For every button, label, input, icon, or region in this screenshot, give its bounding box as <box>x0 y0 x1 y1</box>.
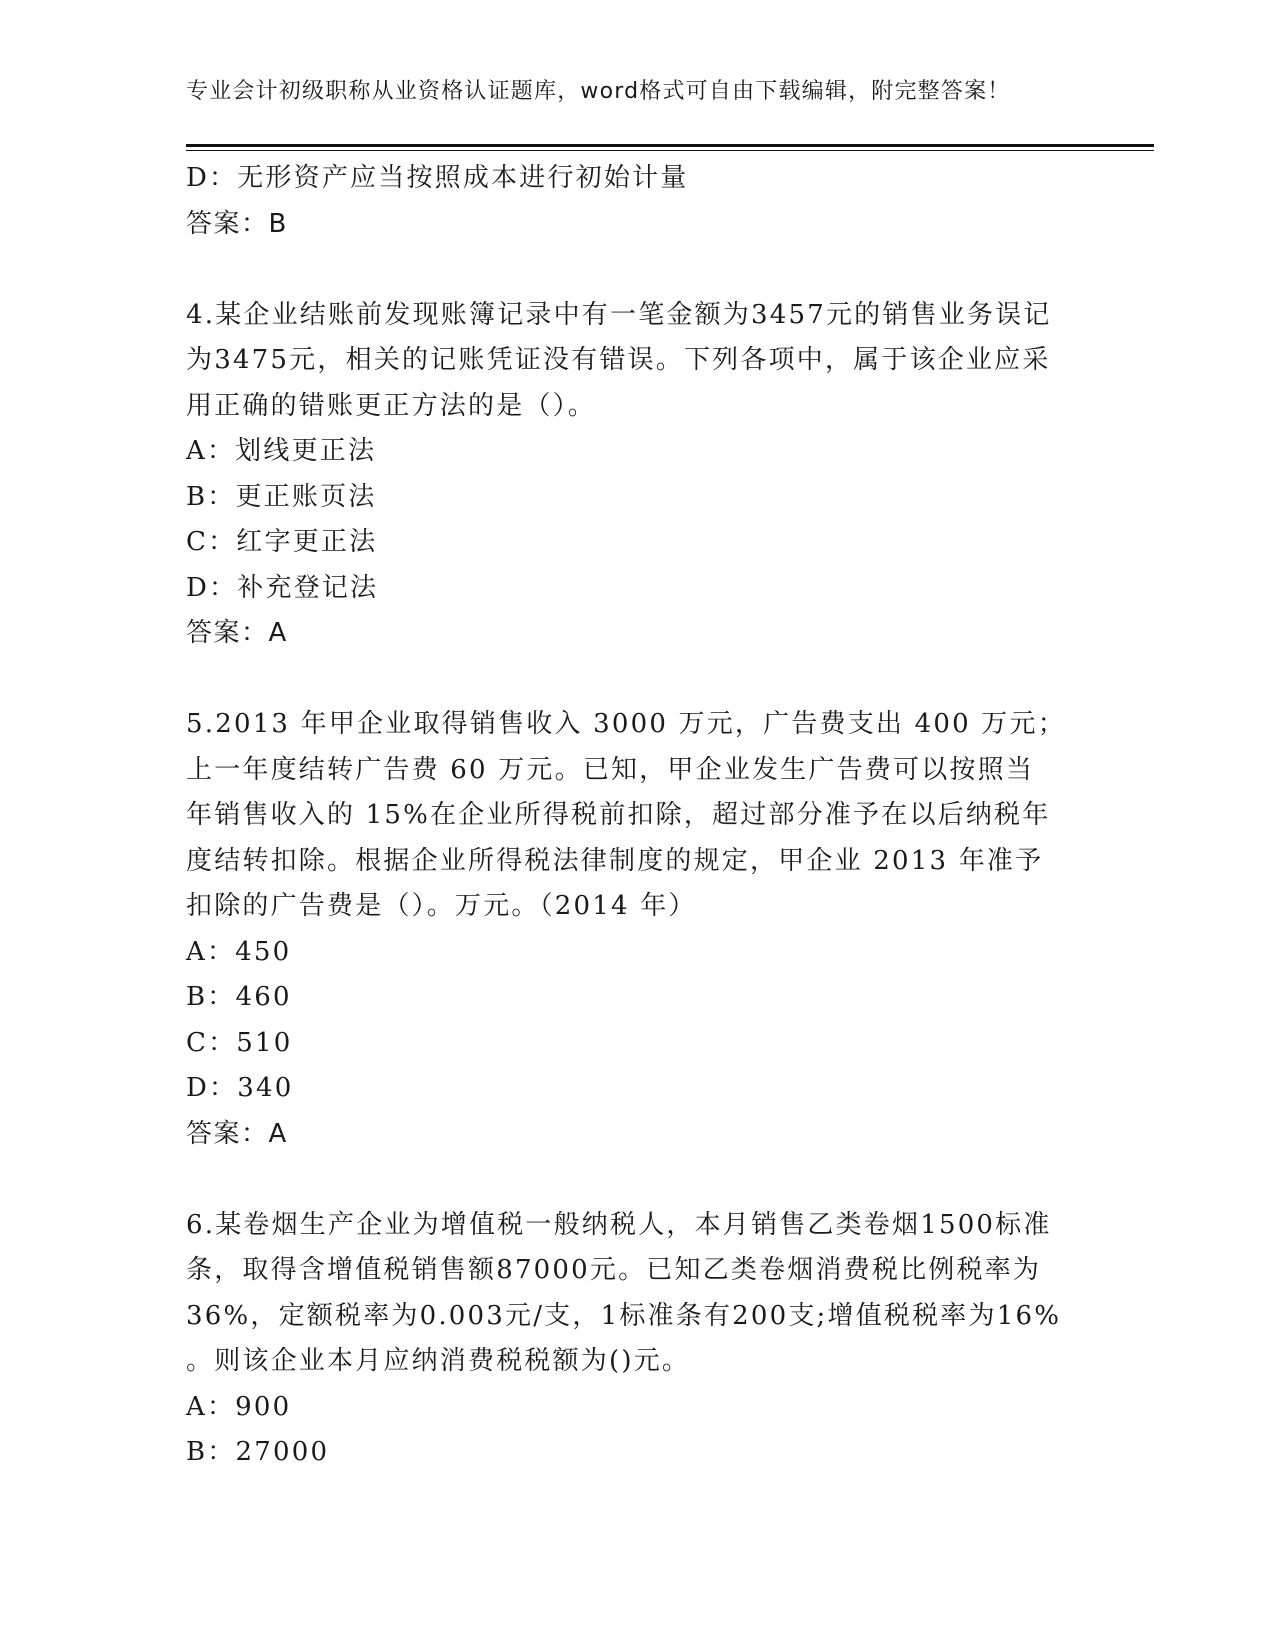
q6-option-b: B：27000 <box>186 1437 330 1467</box>
q5-stem-line: 上一年度结转广告费 60 万元。已知，甲企业发生广告费可以按照当 <box>186 754 1035 785</box>
page-header: 专业会计初级职称从业资格认证题库，word格式可自由下载编辑，附完整答案！ <box>186 79 1011 104</box>
q5-stem-line: 度结转扣除。根据企业所得税法律制度的规定，甲企业 2013 年准予 <box>186 845 1044 876</box>
q6-stem-line: 条，取得含增值税销售额87000元。已知乙类卷烟消费税比例税率为 <box>186 1255 1042 1285</box>
q4-answer: 答案：A <box>186 618 288 648</box>
q4-option-d: D：补充登记法 <box>186 572 379 603</box>
q5-stem-line: 扣除的广告费是（）。万元。（2014 年） <box>186 891 697 921</box>
q4-option-c: C：红字更正法 <box>186 527 378 557</box>
q3-answer: 答案：B <box>186 208 288 239</box>
q3-option-d: D：无形资产应当按照成本进行初始计量 <box>186 163 689 193</box>
q6-stem-line: 6.某卷烟生产企业为增值税一般纳税人，本月销售乙类卷烟1500标准 <box>186 1209 1052 1240</box>
q4-option-a: A：划线更正法 <box>186 436 377 466</box>
header-rule-thin <box>186 150 1154 151</box>
q4-option-b: B：更正账页法 <box>186 481 377 512</box>
q4-stem-line: 用正确的错账更正方法的是（）。 <box>186 390 597 421</box>
spacer <box>186 657 1086 703</box>
q5-stem-line: 年销售收入的 15%在企业所得税前扣除，超过部分准予在以后纳税年 <box>186 800 1051 830</box>
q4-stem-line: 为3475元，相关的记账凭证没有错误。下列各项中，属于该企业应采 <box>186 345 1051 375</box>
q5-option-a: A：450 <box>186 936 292 967</box>
spacer <box>186 247 1086 293</box>
q6-stem-line: 。则该企业本月应纳消费税税额为()元。 <box>186 1346 691 1376</box>
question-6 <box>186 1203 1086 1476</box>
q6-stem-line: 36%，定额税率为0.003元/支，1标准条有200支;增值税税率为16% <box>186 1300 1062 1331</box>
header-rule-thick <box>186 144 1154 147</box>
q5-answer: 答案：A <box>186 1118 288 1149</box>
q5-option-b: B：460 <box>186 982 292 1012</box>
spacer <box>186 1157 1086 1203</box>
q6-option-a: A：900 <box>186 1391 292 1422</box>
question-5 <box>186 702 1086 1157</box>
q4-stem-line: 4.某企业结账前发现账簿记录中有一笔金额为3457元的销售业务误记 <box>186 299 1052 330</box>
document-body <box>186 156 1086 1476</box>
q5-stem-line: 5.2013 年甲企业取得销售收入 3000 万元，广告费支出 400 万元； <box>186 709 1066 739</box>
q5-option-c: C：510 <box>186 1027 293 1058</box>
q5-option-d: D：340 <box>186 1073 294 1103</box>
question-4 <box>186 293 1086 657</box>
